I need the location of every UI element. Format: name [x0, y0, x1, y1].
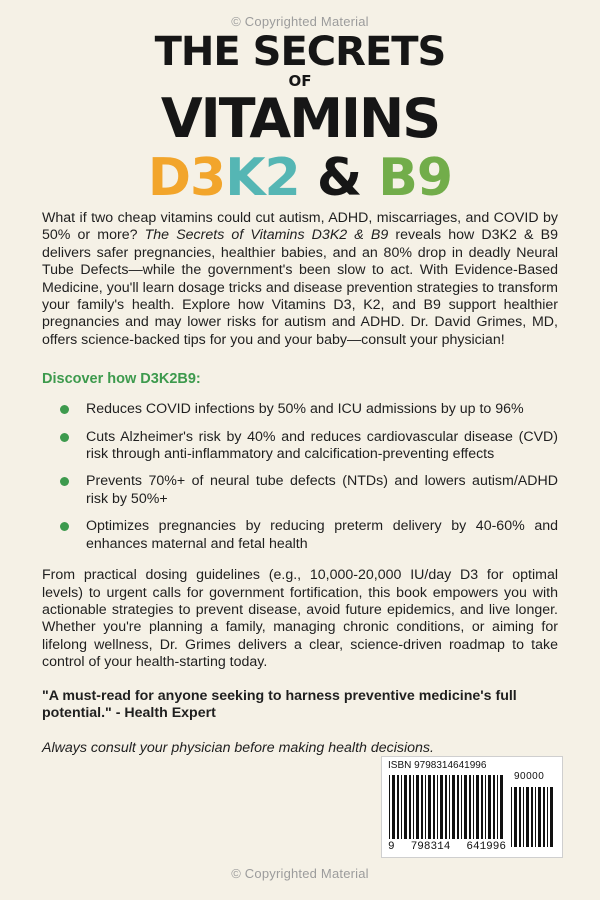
barcode-stripe — [401, 775, 402, 839]
list-item-text: Optimizes pregnancies by reducing preterm delivery by 40-60% and enhances maternal and fetal health — [86, 518, 558, 552]
barcode-stripe — [421, 775, 423, 839]
barcode-stripe — [543, 787, 545, 847]
price-code: 90000 — [514, 771, 545, 782]
list-item-text: Prevents 70%+ of neural tube defects (NTDs) and lowers autism/ADHD risk by 50%+ — [86, 473, 558, 507]
list-item — [42, 518, 558, 553]
barcode-stripe — [519, 787, 521, 847]
barcode-stripe — [392, 775, 395, 839]
intro-paragraph — [42, 210, 558, 349]
barcode-stripe — [493, 775, 495, 839]
title-k2: K2 — [225, 148, 300, 208]
barcode-stripe — [481, 775, 483, 839]
barcode-stripe — [531, 787, 533, 847]
barcode-stripe — [409, 775, 411, 839]
title-line-secrets: THE SECRETS — [154, 29, 446, 75]
consult-note: Always consult your physician before making health decisions. — [42, 740, 434, 757]
barcode-stripe — [445, 775, 447, 839]
barcode-stripe — [473, 775, 474, 839]
title-line-of: OF — [288, 72, 312, 90]
barcode-stripe — [461, 775, 462, 839]
barcode-stripe — [488, 775, 491, 839]
title-d3: D3 — [147, 148, 226, 208]
barcode-stripe — [404, 775, 407, 839]
bullet-dot-icon — [60, 522, 69, 531]
list-item — [42, 401, 558, 418]
barcode-digits — [388, 841, 506, 853]
barcode-stripe — [397, 775, 399, 839]
barcode-stripe — [476, 775, 479, 839]
barcode-stripe — [457, 775, 459, 839]
intro-part-2: reveals how D3K2 & B9 delivers safer pregnancies, healthier babies, and an 80% drop in deadly Neural Tube Defects—while the government's been slow to act. With Evidence-Based Medicine, you'll learn dosage tricks and disease prevention strategies to transform your family's health. Explore how Vitamins D3, K2, and B9 support healthier pregnancies and may lower risks for autism and ADHD. Dr. David Grimes, MD, offers science-backed tips for you and your baby—consult your physician! — [42, 227, 558, 348]
barcode-stripe — [469, 775, 471, 839]
barcode-stripe — [485, 775, 486, 839]
barcode-stripe — [514, 787, 517, 847]
barcode-stripe — [433, 775, 435, 839]
barcode-stripe — [389, 775, 390, 839]
barcode-digit-group-2: 641996 — [466, 841, 506, 853]
copyright-watermark-top: © Copyrighted Material — [231, 14, 369, 29]
barcode-addon-bars — [510, 787, 556, 849]
barcode-stripe — [497, 775, 498, 839]
barcode-stripe — [535, 787, 536, 847]
bullet-dot-icon — [60, 477, 69, 486]
isbn-label: ISBN 9798314641996 — [388, 760, 487, 771]
copyright-watermark-bottom: © Copyrighted Material — [231, 866, 369, 881]
bullet-dot-icon — [60, 405, 69, 414]
back-cover-text — [42, 210, 558, 758]
barcode-stripe — [428, 775, 431, 839]
title-b9: B9 — [378, 148, 453, 208]
intro-part-1: What if two cheap vitamins could cut autism, ADHD, miscarriages, and COVID by 50% or more? — [42, 210, 558, 244]
intro-book-title: The Secrets of Vitamins D3K2 & B9 — [144, 227, 389, 244]
title-line-vitamins: VITAMINS — [160, 87, 440, 150]
barcode-stripe — [523, 787, 524, 847]
list-item — [42, 429, 558, 464]
barcode-stripe — [437, 775, 438, 839]
barcode-stripe — [464, 775, 467, 839]
benefits-list — [42, 401, 558, 553]
barcode-stripe — [500, 775, 503, 839]
endorsement-quote: "A must-read for anyone seeking to harness preventive medicine's full potential." - Health Expert — [42, 687, 517, 721]
isbn-barcode — [381, 756, 563, 858]
barcode-stripe — [416, 775, 419, 839]
bullet-dot-icon — [60, 433, 69, 442]
barcode-stripe — [547, 787, 548, 847]
barcode-bars — [388, 775, 506, 841]
title-ampersand: & — [299, 148, 379, 208]
practical-paragraph: From practical dosing guidelines (e.g., 10,000-20,000 IU/day D3 for optimal levels) to urgent calls for government fortification, this book empowers you with actionable strategies to prevent disease, avoid future epidemics, and live longer. Whether you're planning a family, managing chronic conditions, or aiming for lifelong wellness, Dr. Grimes delivers a clear, science-driven roadmap to take control of your health-starting today. — [42, 567, 558, 671]
list-item — [42, 473, 558, 508]
book-title — [0, 28, 600, 206]
barcode-stripe — [511, 787, 512, 847]
title-line-d3k2b9 — [0, 150, 600, 206]
list-item-text: Cuts Alzheimer's risk by 40% and reduces cardiovascular disease (CVD) risk through anti-inflammatory and calcification-preventing effects — [86, 428, 558, 463]
barcode-stripe — [550, 787, 553, 847]
barcode-stripe — [452, 775, 455, 839]
barcode-stripe — [440, 775, 443, 839]
barcode-stripe — [538, 787, 541, 847]
barcode-digit-group-1: 798314 — [410, 841, 451, 853]
list-item-text: Reduces COVID infections by 50% and ICU admissions by up to 96% — [86, 401, 524, 418]
barcode-stripe — [449, 775, 450, 839]
barcode-stripe — [413, 775, 414, 839]
barcode-stripe — [526, 787, 529, 847]
barcode-stripe — [425, 775, 426, 839]
discover-heading: Discover how D3K2B9: — [42, 371, 201, 388]
barcode-digit-prefix: 9 — [388, 841, 395, 853]
